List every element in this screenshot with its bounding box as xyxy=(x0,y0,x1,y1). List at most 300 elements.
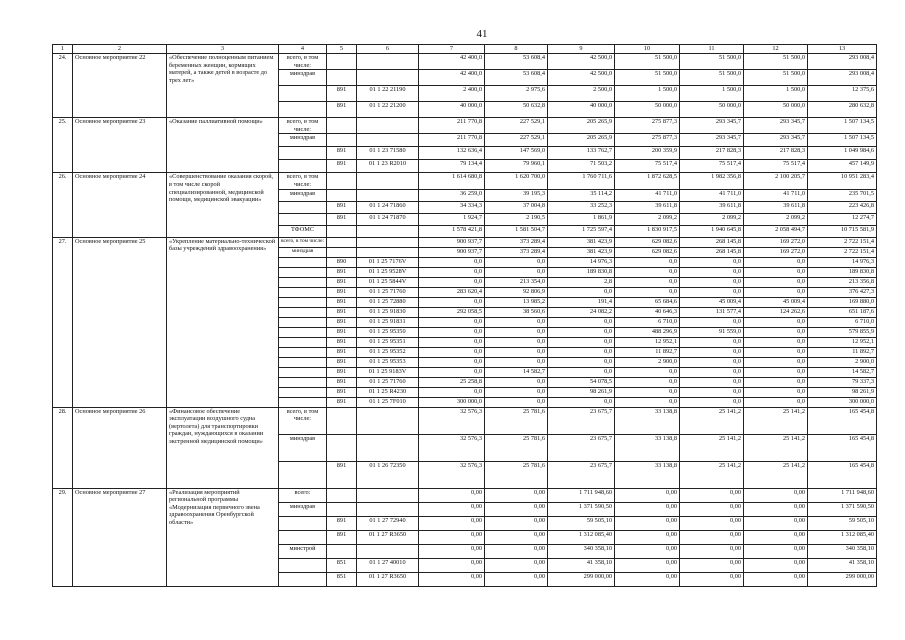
budget-code xyxy=(357,544,419,558)
column-number-13: 13 xyxy=(808,45,877,54)
amount-cell: 0,00 xyxy=(485,558,548,572)
amount-cell: 36 259,0 xyxy=(419,189,485,201)
amount-cell: 0,0 xyxy=(419,337,485,347)
budget-code: 01 1 25 95352 xyxy=(357,347,419,357)
amount-cell: 65 684,6 xyxy=(615,297,680,307)
amount-cell: 1 861,9 xyxy=(548,213,615,225)
grbs-code: 890 xyxy=(327,257,357,267)
row-number: 27. xyxy=(53,237,73,407)
budget-code xyxy=(357,70,419,86)
amount-cell: 0,0 xyxy=(419,387,485,397)
amount-cell: 0,00 xyxy=(744,488,808,502)
amount-cell: 0,0 xyxy=(680,277,744,287)
amount-cell: 1 500,0 xyxy=(615,86,680,102)
amount-cell: 14 582,7 xyxy=(808,367,877,377)
amount-cell: 1 500,0 xyxy=(744,86,808,102)
budget-code: 01 1 25 R4230 xyxy=(357,387,419,397)
amount-cell: 0,0 xyxy=(680,257,744,267)
funding-source xyxy=(279,257,327,267)
funding-source xyxy=(279,327,327,337)
amount-cell: 25 141,2 xyxy=(680,434,744,461)
funding-source xyxy=(279,267,327,277)
grbs-code: 891 xyxy=(327,461,357,488)
grbs-code xyxy=(327,173,357,189)
amount-cell: 0,0 xyxy=(485,327,548,337)
amount-cell: 50 000,0 xyxy=(744,102,808,118)
amount-cell: 0,00 xyxy=(744,558,808,572)
funding-source: минздрав xyxy=(279,247,327,257)
table-row xyxy=(53,237,877,247)
amount-cell: 41 711,0 xyxy=(615,189,680,201)
budget-code: 01 1 25 9183V xyxy=(357,367,419,377)
column-number-10: 10 xyxy=(615,45,680,54)
amount-cell: 0,00 xyxy=(419,488,485,502)
amount-cell: 0,00 xyxy=(744,572,808,586)
amount-cell: 0,00 xyxy=(615,488,680,502)
amount-cell: 381 423,9 xyxy=(548,237,615,247)
amount-cell: 50 000,0 xyxy=(680,102,744,118)
column-number-8: 8 xyxy=(485,45,548,54)
funding-source: всего, в том числе: xyxy=(279,173,327,189)
budget-code xyxy=(357,434,419,461)
amount-cell: 91 559,0 xyxy=(680,327,744,337)
amount-cell: 2 099,2 xyxy=(680,213,744,225)
amount-cell: 0,00 xyxy=(680,516,744,530)
amount-cell: 53 608,4 xyxy=(485,70,548,86)
budget-code: 01 1 25 5844V xyxy=(357,277,419,287)
funding-source xyxy=(279,558,327,572)
amount-cell: 0,0 xyxy=(419,357,485,367)
amount-cell: 32 576,3 xyxy=(419,434,485,461)
amount-cell: 41 358,10 xyxy=(548,558,615,572)
grbs-code xyxy=(327,54,357,70)
grbs-code: 891 xyxy=(327,397,357,407)
funding-source xyxy=(279,530,327,544)
amount-cell: 227 529,1 xyxy=(485,118,548,134)
amount-cell: 40 646,3 xyxy=(615,307,680,317)
table-row xyxy=(53,173,877,189)
amount-cell: 1 830 917,5 xyxy=(615,225,680,237)
amount-cell: 0,0 xyxy=(548,337,615,347)
amount-cell: 213 356,8 xyxy=(808,277,877,287)
amount-cell: 24 082,2 xyxy=(548,307,615,317)
amount-cell: 25 141,2 xyxy=(744,461,808,488)
amount-cell: 0,00 xyxy=(615,558,680,572)
amount-cell: 1 312 085,40 xyxy=(808,530,877,544)
grbs-code: 891 xyxy=(327,377,357,387)
table-row xyxy=(53,118,877,134)
grbs-code: 891 xyxy=(327,287,357,297)
amount-cell: 169 272,0 xyxy=(744,237,808,247)
grbs-code xyxy=(327,70,357,86)
amount-cell: 0,0 xyxy=(615,267,680,277)
budget-code: 01 1 26 72350 xyxy=(357,461,419,488)
amount-cell: 0,0 xyxy=(744,397,808,407)
row-number: 26. xyxy=(53,173,73,237)
amount-cell: 42 500,0 xyxy=(548,54,615,70)
budget-code: 01 1 25 95353 xyxy=(357,357,419,367)
amount-cell: 0,00 xyxy=(680,544,744,558)
amount-cell: 0,00 xyxy=(615,502,680,516)
amount-cell: 12 952,1 xyxy=(615,337,680,347)
amount-cell: 2 058 494,7 xyxy=(744,225,808,237)
amount-cell: 0,00 xyxy=(419,572,485,586)
amount-cell: 25 141,2 xyxy=(744,407,808,434)
amount-cell: 629 082,6 xyxy=(615,237,680,247)
amount-cell: 0,0 xyxy=(680,397,744,407)
amount-cell: 227 529,1 xyxy=(485,134,548,147)
grbs-code xyxy=(327,247,357,257)
amount-cell: 0,0 xyxy=(548,317,615,327)
amount-cell: 1 711 948,60 xyxy=(808,488,877,502)
funding-source: минстрой xyxy=(279,544,327,558)
amount-cell: 59 505,10 xyxy=(808,516,877,530)
amount-cell: 0,00 xyxy=(419,516,485,530)
amount-cell: 2 500,0 xyxy=(548,86,615,102)
amount-cell: 0,0 xyxy=(615,367,680,377)
amount-cell: 211 770,8 xyxy=(419,134,485,147)
amount-cell: 79 134,4 xyxy=(419,160,485,173)
amount-cell: 283 620,4 xyxy=(419,287,485,297)
grbs-code: 891 xyxy=(327,367,357,377)
amount-cell: 299 000,00 xyxy=(548,572,615,586)
grbs-code: 891 xyxy=(327,337,357,347)
amount-cell: 217 828,3 xyxy=(680,147,744,160)
amount-cell: 300 000,0 xyxy=(808,397,877,407)
amount-cell: 0,00 xyxy=(615,572,680,586)
amount-cell: 25 141,2 xyxy=(680,461,744,488)
amount-cell: 488 296,9 xyxy=(615,327,680,337)
amount-cell: 1 371 590,50 xyxy=(548,502,615,516)
amount-cell: 14 976,3 xyxy=(808,257,877,267)
amount-cell: 0,0 xyxy=(485,357,548,367)
funding-source: минздрав xyxy=(279,502,327,516)
amount-cell: 0,0 xyxy=(485,387,548,397)
amount-cell: 75 517,4 xyxy=(615,160,680,173)
amount-cell: 1 940 645,8 xyxy=(680,225,744,237)
amount-cell: 0,0 xyxy=(680,387,744,397)
row-number: 29. xyxy=(53,488,73,586)
column-number-3: 3 xyxy=(167,45,279,54)
amount-cell: 0,0 xyxy=(419,277,485,287)
amount-cell: 0,0 xyxy=(680,357,744,367)
funding-source xyxy=(279,201,327,213)
amount-cell: 75 517,4 xyxy=(680,160,744,173)
amount-cell: 133 762,7 xyxy=(548,147,615,160)
grbs-code: 891 xyxy=(327,307,357,317)
amount-cell: 40 000,0 xyxy=(419,102,485,118)
amount-cell: 0,00 xyxy=(485,516,548,530)
amount-cell: 0,0 xyxy=(744,267,808,277)
amount-cell: 1 049 984,6 xyxy=(808,147,877,160)
grbs-code: 891 xyxy=(327,387,357,397)
funding-source xyxy=(279,397,327,407)
amount-cell: 25 141,2 xyxy=(744,434,808,461)
amount-cell: 13 985,2 xyxy=(485,297,548,307)
amount-cell: 2 100 205,7 xyxy=(744,173,808,189)
amount-cell: 268 145,8 xyxy=(680,247,744,257)
amount-cell: 189 830,8 xyxy=(808,267,877,277)
amount-cell: 1 507 134,5 xyxy=(808,118,877,134)
table-row xyxy=(53,54,877,70)
row-number: 24. xyxy=(53,54,73,118)
amount-cell: 0,0 xyxy=(485,317,548,327)
funding-source xyxy=(279,572,327,586)
amount-cell: 0,0 xyxy=(680,317,744,327)
amount-cell: 376 427,3 xyxy=(808,287,877,297)
funding-source xyxy=(279,287,327,297)
amount-cell: 0,00 xyxy=(419,502,485,516)
amount-cell: 41 358,10 xyxy=(808,558,877,572)
amount-cell: 280 632,8 xyxy=(808,102,877,118)
amount-cell: 0,0 xyxy=(548,287,615,297)
column-number-4: 4 xyxy=(279,45,327,54)
funding-source xyxy=(279,213,327,225)
amount-cell: 0,00 xyxy=(485,530,548,544)
amount-cell: 235 701,5 xyxy=(808,189,877,201)
amount-cell: 189 830,8 xyxy=(548,267,615,277)
amount-cell: 457 149,9 xyxy=(808,160,877,173)
amount-cell: 0,0 xyxy=(615,397,680,407)
grbs-code: 891 xyxy=(327,516,357,530)
grbs-code xyxy=(327,434,357,461)
funding-source xyxy=(279,160,327,173)
grbs-code: 851 xyxy=(327,558,357,572)
amount-cell: 0,00 xyxy=(419,558,485,572)
amount-cell: 217 828,3 xyxy=(744,147,808,160)
amount-cell: 0,0 xyxy=(680,337,744,347)
funding-source xyxy=(279,337,327,347)
budget-code: 01 1 25 91830 xyxy=(357,307,419,317)
amount-cell: 205 265,9 xyxy=(548,134,615,147)
grbs-code xyxy=(327,225,357,237)
amount-cell: 0,0 xyxy=(615,387,680,397)
amount-cell: 0,0 xyxy=(485,397,548,407)
grbs-code: 891 xyxy=(327,86,357,102)
amount-cell: 11 892,7 xyxy=(615,347,680,357)
funding-source xyxy=(279,516,327,530)
column-number-12: 12 xyxy=(744,45,808,54)
amount-cell: 98 261,9 xyxy=(548,387,615,397)
amount-cell: 42 400,0 xyxy=(419,54,485,70)
grbs-code xyxy=(327,407,357,434)
amount-cell: 40 000,0 xyxy=(548,102,615,118)
amount-cell: 1 620 700,0 xyxy=(485,173,548,189)
amount-cell: 23 675,7 xyxy=(548,407,615,434)
amount-cell: 41 711,0 xyxy=(680,189,744,201)
amount-cell: 213 354,0 xyxy=(485,277,548,287)
amount-cell: 2 722 151,4 xyxy=(808,247,877,257)
amount-cell: 42 500,0 xyxy=(548,70,615,86)
grbs-code: 891 xyxy=(327,357,357,367)
amount-cell: 0,00 xyxy=(744,530,808,544)
amount-cell: 0,0 xyxy=(744,277,808,287)
amount-cell: 23 675,7 xyxy=(548,461,615,488)
budget-code xyxy=(357,407,419,434)
amount-cell: 0,0 xyxy=(680,367,744,377)
amount-cell: 1 507 134,5 xyxy=(808,134,877,147)
amount-cell: 1 982 356,8 xyxy=(680,173,744,189)
amount-cell: 33 138,8 xyxy=(615,461,680,488)
amount-cell: 900 937,7 xyxy=(419,237,485,247)
measure-description: «Укрепление материально-технической базы учреждений здравоохранения» xyxy=(167,237,279,407)
amount-cell: 0,0 xyxy=(744,367,808,377)
amount-cell: 0,0 xyxy=(615,377,680,387)
funding-source xyxy=(279,357,327,367)
grbs-code: 891 xyxy=(327,201,357,213)
grbs-code: 891 xyxy=(327,160,357,173)
amount-cell: 0,0 xyxy=(680,347,744,357)
amount-cell: 0,00 xyxy=(485,572,548,586)
measure-name: Основное мероприятие 24 xyxy=(73,173,167,237)
funding-source xyxy=(279,461,327,488)
amount-cell: 2 900,0 xyxy=(615,357,680,367)
amount-cell: 0,0 xyxy=(744,317,808,327)
amount-cell: 10 951 283,4 xyxy=(808,173,877,189)
budget-code: 01 1 27 40010 xyxy=(357,558,419,572)
amount-cell: 0,0 xyxy=(548,367,615,377)
column-number-6: 6 xyxy=(357,45,419,54)
amount-cell: 0,00 xyxy=(615,544,680,558)
amount-cell: 12 952,1 xyxy=(808,337,877,347)
amount-cell: 25 781,6 xyxy=(485,407,548,434)
amount-cell: 50 632,8 xyxy=(485,102,548,118)
amount-cell: 6 710,0 xyxy=(615,317,680,327)
amount-cell: 11 892,7 xyxy=(808,347,877,357)
amount-cell: 25 141,2 xyxy=(680,407,744,434)
budget-code: 01 1 22 21200 xyxy=(357,102,419,118)
amount-cell: 0,0 xyxy=(419,257,485,267)
amount-cell: 25 781,6 xyxy=(485,461,548,488)
amount-cell: 33 138,8 xyxy=(615,434,680,461)
funding-source xyxy=(279,317,327,327)
column-number-2: 2 xyxy=(73,45,167,54)
amount-cell: 54 078,5 xyxy=(548,377,615,387)
amount-cell: 6 710,0 xyxy=(808,317,877,327)
amount-cell: 71 503,2 xyxy=(548,160,615,173)
amount-cell: 2 190,5 xyxy=(485,213,548,225)
amount-cell: 14 976,3 xyxy=(548,257,615,267)
amount-cell: 25 258,8 xyxy=(419,377,485,387)
budget-code xyxy=(357,488,419,502)
amount-cell: 268 145,8 xyxy=(680,237,744,247)
amount-cell: 33 252,3 xyxy=(548,201,615,213)
amount-cell: 0,0 xyxy=(615,257,680,267)
amount-cell: 191,4 xyxy=(548,297,615,307)
amount-cell: 300 000,0 xyxy=(419,397,485,407)
amount-cell: 2 975,6 xyxy=(485,86,548,102)
measure-name: Основное мероприятие 23 xyxy=(73,118,167,173)
budget-code xyxy=(357,502,419,516)
amount-cell: 51 500,0 xyxy=(680,54,744,70)
amount-cell: 211 770,8 xyxy=(419,118,485,134)
page-number: 41 xyxy=(476,28,488,40)
amount-cell: 340 358,10 xyxy=(548,544,615,558)
amount-cell: 373 289,4 xyxy=(485,247,548,257)
grbs-code: 891 xyxy=(327,347,357,357)
amount-cell: 79 960,1 xyxy=(485,160,548,173)
funding-source: всего: xyxy=(279,488,327,502)
amount-cell: 223 426,8 xyxy=(808,201,877,213)
amount-cell: 165 454,8 xyxy=(808,407,877,434)
amount-cell: 12 375,6 xyxy=(808,86,877,102)
budget-code: 01 1 25 7176V xyxy=(357,257,419,267)
funding-source xyxy=(279,367,327,377)
budget-code: 01 1 27 R3650 xyxy=(357,530,419,544)
grbs-code xyxy=(327,237,357,247)
amount-cell: 39 611,8 xyxy=(615,201,680,213)
funding-source xyxy=(279,86,327,102)
grbs-code: 891 xyxy=(327,530,357,544)
amount-cell: 75 517,4 xyxy=(744,160,808,173)
funding-source xyxy=(279,297,327,307)
amount-cell: 0,00 xyxy=(680,488,744,502)
amount-cell: 0,00 xyxy=(744,502,808,516)
amount-cell: 0,0 xyxy=(680,377,744,387)
amount-cell: 1 581 504,7 xyxy=(485,225,548,237)
grbs-code xyxy=(327,488,357,502)
amount-cell: 292 058,5 xyxy=(419,307,485,317)
grbs-code xyxy=(327,502,357,516)
measure-description: «Оказание паллиативной помощи» xyxy=(167,118,279,173)
amount-cell: 23 675,7 xyxy=(548,434,615,461)
amount-cell: 0,00 xyxy=(744,516,808,530)
grbs-code: 891 xyxy=(327,102,357,118)
amount-cell: 51 500,0 xyxy=(615,70,680,86)
amount-cell: 14 582,7 xyxy=(485,367,548,377)
amount-cell: 0,00 xyxy=(485,544,548,558)
amount-cell: 0,00 xyxy=(419,530,485,544)
measure-description: «Финансовое обеспечение эксплуатации воздушного судна (вертолета) для транспортировки граждан, нуждающихся в оказании экстренной медицинской помощи» xyxy=(167,407,279,488)
amount-cell: 1 924,7 xyxy=(419,213,485,225)
amount-cell: 0,00 xyxy=(680,502,744,516)
budget-table xyxy=(52,44,877,587)
amount-cell: 0,0 xyxy=(485,337,548,347)
amount-cell: 0,0 xyxy=(548,357,615,367)
amount-cell: 299 000,00 xyxy=(808,572,877,586)
amount-cell: 39 195,3 xyxy=(485,189,548,201)
amount-cell: 381 423,9 xyxy=(548,247,615,257)
funding-source: всего, в том числе: xyxy=(279,118,327,134)
amount-cell: 900 937,7 xyxy=(419,247,485,257)
amount-cell: 98 261,9 xyxy=(808,387,877,397)
amount-cell: 293 008,4 xyxy=(808,70,877,86)
amount-cell: 0,0 xyxy=(680,267,744,277)
amount-cell: 50 000,0 xyxy=(615,102,680,118)
amount-cell: 293 345,7 xyxy=(744,134,808,147)
amount-cell: 0,0 xyxy=(419,347,485,357)
amount-cell: 0,00 xyxy=(744,544,808,558)
amount-cell: 2 722 151,4 xyxy=(808,237,877,247)
funding-source: всего, в том числе: xyxy=(279,407,327,434)
grbs-code xyxy=(327,544,357,558)
amount-cell: 0,00 xyxy=(680,572,744,586)
amount-cell: 373 289,4 xyxy=(485,237,548,247)
budget-code: 01 1 25 91831 xyxy=(357,317,419,327)
budget-code: 01 1 25 71760 xyxy=(357,287,419,297)
budget-code: 01 1 22 21190 xyxy=(357,86,419,102)
amount-cell: 0,0 xyxy=(419,367,485,377)
amount-cell: 293 008,4 xyxy=(808,54,877,70)
funding-source: всего, в том числе: xyxy=(279,54,327,70)
amount-cell: 79 337,3 xyxy=(808,377,877,387)
amount-cell: 2 400,0 xyxy=(419,86,485,102)
funding-source xyxy=(279,307,327,317)
budget-code xyxy=(357,134,419,147)
amount-cell: 37 004,8 xyxy=(485,201,548,213)
amount-cell: 51 500,0 xyxy=(615,54,680,70)
amount-cell: 45 009,4 xyxy=(744,297,808,307)
